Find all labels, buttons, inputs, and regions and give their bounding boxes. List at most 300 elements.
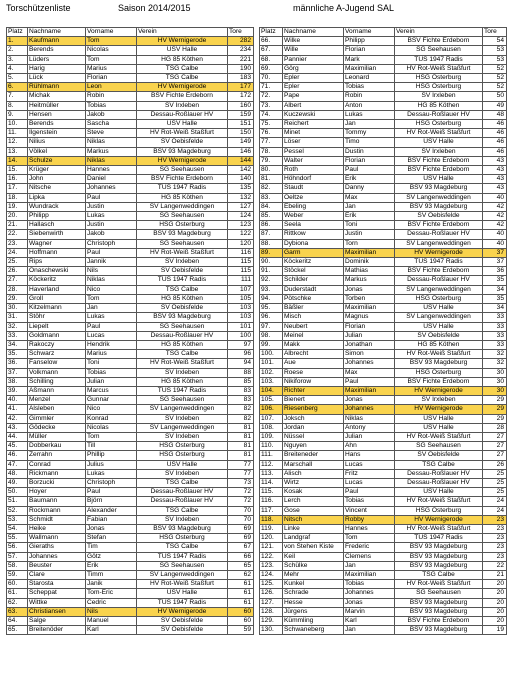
cell-club: BSV Fichte Erdeborn — [137, 175, 228, 184]
cell-firstname: Vincent — [344, 506, 395, 515]
cell-club: TSG Calbe — [137, 74, 228, 83]
cell-goals: 40 — [483, 239, 507, 248]
cell-rank: 75. — [260, 120, 283, 129]
cell-club: SV Oebisfelde — [137, 617, 228, 626]
table-row — [260, 304, 507, 313]
cell-rank: 35. — [7, 350, 28, 359]
cell-firstname: Tobias — [86, 101, 137, 110]
table-row — [7, 506, 254, 515]
cell-club: SV Oebisfelde — [395, 331, 483, 340]
cell-lastname: Rakoczy — [28, 340, 86, 349]
cell-firstname: Robin — [344, 92, 395, 101]
cell-lastname: Kuczewski — [283, 110, 344, 119]
cell-goals: 60 — [228, 617, 254, 626]
cell-club: HSG Osterburg — [395, 368, 483, 377]
cell-lastname: Schulze — [28, 156, 86, 165]
cell-goals: 101 — [228, 322, 254, 331]
cell-lastname: John — [28, 175, 86, 184]
cell-club: TUS 1947 Radis — [137, 386, 228, 395]
cell-rank: 118. — [260, 515, 283, 524]
cell-goals: 60 — [228, 607, 254, 616]
table-row — [7, 239, 254, 248]
cell-lastname: Pape — [283, 92, 344, 101]
cell-rank: 80. — [260, 166, 283, 175]
cell-lastname: Meinel — [283, 331, 344, 340]
cell-firstname: Anton — [344, 101, 395, 110]
cell-firstname: Philipp — [344, 37, 395, 46]
cell-goals: 103 — [228, 304, 254, 313]
cell-club: HV Wernigerode — [395, 515, 483, 524]
cell-goals: 124 — [228, 212, 254, 221]
cell-firstname: Justin — [86, 202, 137, 211]
cell-goals: 33 — [483, 322, 507, 331]
cell-rank: 70. — [260, 74, 283, 83]
cell-goals: 159 — [228, 110, 254, 119]
cell-club: SV Irxleben — [395, 147, 483, 156]
cell-goals: 105 — [228, 294, 254, 303]
cell-firstname: Timo — [344, 138, 395, 147]
cell-firstname: Jan — [344, 120, 395, 129]
cell-goals: 26 — [483, 460, 507, 469]
cell-rank: 94. — [260, 294, 283, 303]
table-row — [7, 74, 254, 83]
cell-goals: 77 — [228, 469, 254, 478]
cell-lastname: Harig — [28, 64, 86, 73]
cell-firstname: Karl — [344, 617, 395, 626]
cell-firstname: Tim — [86, 543, 137, 552]
cell-rank: 117. — [260, 506, 283, 515]
table-row — [260, 37, 507, 46]
cell-goals: 28 — [483, 423, 507, 432]
cell-club: Dessau-Roßlauer HV — [137, 110, 228, 119]
cell-lastname: von Stehen Kiste — [283, 543, 344, 552]
cell-lastname: Marschall — [283, 460, 344, 469]
cell-goals: 82 — [228, 405, 254, 414]
cell-firstname: Tobias — [344, 83, 395, 92]
cell-rank: 124. — [260, 570, 283, 579]
cell-lastname: Garm — [283, 248, 344, 257]
cell-club: SV Irxleben — [137, 432, 228, 441]
cell-club: BSV 93 Magdeburg — [395, 184, 483, 193]
cell-club: SV Irxleben — [137, 414, 228, 423]
cell-lastname: Hallasch — [28, 221, 86, 230]
cell-lastname: Nguyen — [283, 442, 344, 451]
table-row — [7, 101, 254, 110]
cell-firstname: Lukas — [86, 212, 137, 221]
cell-lastname: Pannier — [283, 55, 344, 64]
cell-rank: 57. — [7, 552, 28, 561]
table-row — [7, 129, 254, 138]
table-row — [260, 561, 507, 570]
cell-rank: 68. — [260, 55, 283, 64]
cell-firstname: Jakob — [86, 110, 137, 119]
cell-lastname: Borzucki — [28, 478, 86, 487]
cell-club: HV Wernigerode — [137, 37, 228, 46]
cell-firstname: Stefan — [86, 534, 137, 543]
cell-club: HV Wernigerode — [395, 248, 483, 257]
table-row — [260, 359, 507, 368]
cell-lastname: Menzel — [28, 396, 86, 405]
cell-lastname: Salge — [28, 617, 86, 626]
cell-firstname: Paul — [86, 488, 137, 497]
cell-firstname: Karl — [86, 626, 137, 635]
table-row — [260, 580, 507, 589]
cell-goals: 20 — [483, 617, 507, 626]
cell-firstname: Janik — [86, 580, 137, 589]
cell-lastname: Hoyer — [28, 488, 86, 497]
cell-lastname: Zerrahn — [28, 451, 86, 460]
cell-rank: 83. — [260, 193, 283, 202]
cell-goals: 140 — [228, 175, 254, 184]
table-row — [7, 368, 254, 377]
cell-firstname: Markus — [344, 276, 395, 285]
column-header-goals: Tore — [483, 28, 507, 37]
table-row — [7, 46, 254, 55]
table-row — [260, 258, 507, 267]
cell-rank: 105. — [260, 396, 283, 405]
table-row — [7, 515, 254, 524]
cell-firstname: Dustin — [344, 147, 395, 156]
cell-goals: 29 — [483, 396, 507, 405]
table-row — [7, 359, 254, 368]
cell-lastname: Stöhr — [28, 313, 86, 322]
cell-club: BSV Fichte Erdeborn — [137, 92, 228, 101]
column-header-club: Verein — [137, 28, 228, 37]
cell-firstname: Hans — [344, 451, 395, 460]
cell-club: BSV 93 Magdeburg — [395, 552, 483, 561]
cell-rank: 59. — [7, 570, 28, 579]
cell-lastname: Keil — [283, 552, 344, 561]
cell-lastname: Alisch — [283, 469, 344, 478]
cell-club: Dessau-Roßlauer HV — [137, 331, 228, 340]
cell-lastname: Wallmann — [28, 534, 86, 543]
cell-firstname: Sascha — [86, 120, 137, 129]
cell-lastname: Kosak — [283, 488, 344, 497]
cell-rank: 23. — [7, 239, 28, 248]
cell-lastname: Neubert — [283, 322, 344, 331]
cell-club: HSG Osterburg — [395, 83, 483, 92]
cell-rank: 38. — [7, 377, 28, 386]
cell-rank: 3. — [7, 55, 28, 64]
cell-goals: 52 — [483, 83, 507, 92]
cell-goals: 23 — [483, 515, 507, 524]
cell-goals: 103 — [228, 313, 254, 322]
table-row — [260, 442, 507, 451]
table-row — [7, 350, 254, 359]
cell-club: SV Oebisfelde — [395, 451, 483, 460]
cell-rank: 25. — [7, 258, 28, 267]
cell-rank: 2. — [7, 46, 28, 55]
cell-lastname: Michak — [28, 92, 86, 101]
cell-lastname: Müller — [28, 432, 86, 441]
cell-club: HSG Osterburg — [395, 120, 483, 129]
cell-firstname: Lucas — [86, 331, 137, 340]
cell-rank: 93. — [260, 285, 283, 294]
cell-club: SV Oebisfelde — [137, 267, 228, 276]
cell-rank: 65. — [7, 626, 28, 635]
cell-club: BSV 93 Magdeburg — [137, 524, 228, 533]
cell-club: SV Irxleben — [137, 258, 228, 267]
cell-lastname: Aue — [283, 359, 344, 368]
table-row — [7, 414, 254, 423]
cell-lastname: Höhndorf — [283, 175, 344, 184]
table-row — [260, 202, 507, 211]
cell-goals: 183 — [228, 74, 254, 83]
cell-lastname: Dybiona — [283, 239, 344, 248]
cell-rank: 90. — [260, 258, 283, 267]
cell-club: SV Irxleben — [137, 515, 228, 524]
cell-rank: 95. — [260, 304, 283, 313]
cell-lastname: Kümmling — [283, 617, 344, 626]
cell-goals: 35 — [483, 276, 507, 285]
cell-rank: 64. — [7, 617, 28, 626]
cell-club: HG 85 Köthen — [137, 294, 228, 303]
cell-rank: 128. — [260, 607, 283, 616]
cell-rank: 119. — [260, 524, 283, 533]
cell-goals: 53 — [483, 55, 507, 64]
cell-lastname: Ilgenstein — [28, 129, 86, 138]
cell-rank: 29. — [7, 294, 28, 303]
cell-firstname: Leon — [86, 83, 137, 92]
cell-rank: 58. — [7, 561, 28, 570]
cell-goals: 24 — [483, 497, 507, 506]
cell-rank: 16. — [7, 175, 28, 184]
table-row — [260, 267, 507, 276]
cell-lastname: Philipp — [28, 212, 86, 221]
cell-club: BSV 93 Magdeburg — [395, 561, 483, 570]
table-row — [260, 607, 507, 616]
cell-rank: 78. — [260, 147, 283, 156]
cell-goals: 49 — [483, 101, 507, 110]
cell-rank: 34. — [7, 340, 28, 349]
cell-rank: 32. — [7, 322, 28, 331]
cell-firstname: Jonas — [344, 285, 395, 294]
cell-lastname: Albrecht — [283, 350, 344, 359]
cell-firstname: Nico — [86, 285, 137, 294]
cell-lastname: Groll — [28, 294, 86, 303]
cell-goals: 120 — [228, 239, 254, 248]
cell-lastname: Seela — [283, 221, 344, 230]
cell-club: HV Wernigerode — [137, 156, 228, 165]
cell-goals: 88 — [228, 368, 254, 377]
cell-goals: 23 — [483, 534, 507, 543]
cell-club: SV Irxleben — [137, 368, 228, 377]
cell-club: HV Rot-Weiß Staßfurt — [395, 64, 483, 73]
table-row — [260, 294, 507, 303]
cell-goals: 83 — [228, 386, 254, 395]
cell-firstname: Marvin — [344, 607, 395, 616]
cell-rank: 114. — [260, 478, 283, 487]
cell-rank: 60. — [7, 580, 28, 589]
table-row — [260, 617, 507, 626]
cell-goals: 46 — [483, 147, 507, 156]
cell-club: BSV 93 Magdeburg — [395, 359, 483, 368]
cell-goals: 43 — [483, 156, 507, 165]
cell-rank: 76. — [260, 129, 283, 138]
table-row — [260, 147, 507, 156]
cell-goals: 34 — [483, 285, 507, 294]
cell-rank: 4. — [7, 64, 28, 73]
cell-lastname: Gimmler — [28, 414, 86, 423]
cell-firstname: Torben — [344, 294, 395, 303]
cell-firstname: Antony — [344, 423, 395, 432]
cell-rank: 56. — [7, 543, 28, 552]
cell-lastname: Roth — [283, 166, 344, 175]
cell-lastname: Kaufmann — [28, 37, 86, 46]
cell-rank: 10. — [7, 120, 28, 129]
table-row — [260, 432, 507, 441]
table-row — [260, 55, 507, 64]
cell-firstname: Hannes — [344, 524, 395, 533]
table-row — [7, 221, 254, 230]
cell-firstname: Fabian — [86, 515, 137, 524]
cell-rank: 50. — [7, 488, 28, 497]
cell-rank: 62. — [7, 598, 28, 607]
cell-club: SV Irxleben — [395, 92, 483, 101]
cell-rank: 45. — [7, 442, 28, 451]
cell-rank: 73. — [260, 101, 283, 110]
cell-rank: 46. — [7, 451, 28, 460]
cell-lastname: Wirtz — [283, 478, 344, 487]
cell-club: USV Halle — [137, 460, 228, 469]
cell-club: USV Halle — [395, 304, 483, 313]
cell-goals: 73 — [228, 478, 254, 487]
cell-firstname: Lukas — [344, 110, 395, 119]
cell-club: USV Halle — [395, 488, 483, 497]
cell-goals: 54 — [483, 37, 507, 46]
cell-rank: 55. — [7, 534, 28, 543]
cell-rank: 88. — [260, 239, 283, 248]
cell-rank: 21. — [7, 221, 28, 230]
table-row — [7, 120, 254, 129]
table-row — [7, 552, 254, 561]
cell-goals: 111 — [228, 276, 254, 285]
table-row — [260, 396, 507, 405]
cell-goals: 94 — [228, 359, 254, 368]
cell-rank: 122. — [260, 552, 283, 561]
cell-lastname: Nitsche — [28, 184, 86, 193]
table-row — [260, 230, 507, 239]
cell-firstname: Johannes — [344, 359, 395, 368]
table-row — [260, 478, 507, 487]
cell-lastname: Kitzelmann — [28, 304, 86, 313]
cell-goals: 52 — [483, 64, 507, 73]
cell-rank: 106. — [260, 405, 283, 414]
table-row — [260, 340, 507, 349]
table-row — [260, 129, 507, 138]
table-row — [7, 561, 254, 570]
cell-goals: 190 — [228, 64, 254, 73]
cell-rank: 7. — [7, 92, 28, 101]
table-row — [260, 193, 507, 202]
cell-goals: 151 — [228, 120, 254, 129]
table-row — [7, 607, 254, 616]
cell-rank: 49. — [7, 478, 28, 487]
cell-firstname: Steve — [86, 129, 137, 138]
column-header-goals: Tore — [228, 28, 254, 37]
cell-firstname: Tobias — [344, 497, 395, 506]
cell-firstname: Tom — [86, 294, 137, 303]
cell-lastname: Oeltze — [283, 193, 344, 202]
cell-lastname: Nüssel — [283, 432, 344, 441]
cell-club: TSG Calbe — [137, 285, 228, 294]
cell-firstname: Maximilian — [344, 64, 395, 73]
table-row — [260, 469, 507, 478]
cell-club: HV Rot-Weiß Staßfurt — [395, 497, 483, 506]
cell-lastname: Jordan — [283, 423, 344, 432]
table-row — [260, 350, 507, 359]
table-row — [260, 110, 507, 119]
cell-lastname: Wagner — [28, 239, 86, 248]
cell-goals: 34 — [483, 304, 507, 313]
table-row — [260, 552, 507, 561]
cell-rank: 53. — [7, 515, 28, 524]
cell-rank: 51. — [7, 497, 28, 506]
cell-lastname: Minet — [283, 129, 344, 138]
cell-firstname: Florian — [344, 322, 395, 331]
cell-firstname: Florian — [86, 74, 137, 83]
cell-club: TUS 1947 Radis — [395, 258, 483, 267]
cell-lastname: Duderstadt — [283, 285, 344, 294]
cell-rank: 18. — [7, 193, 28, 202]
cell-rank: 120. — [260, 534, 283, 543]
cell-goals: 72 — [228, 488, 254, 497]
cell-goals: 20 — [483, 607, 507, 616]
cell-firstname: Nicolas — [86, 46, 137, 55]
cell-lastname: Heitmüller — [28, 101, 86, 110]
cell-goals: 50 — [483, 92, 507, 101]
season-label: Saison 2014/2015 — [118, 3, 191, 13]
cell-lastname: Richter — [283, 386, 344, 395]
cell-club: Dessau-Roßlauer HV — [137, 497, 228, 506]
cell-lastname: Epler — [283, 74, 344, 83]
cell-goals: 37 — [483, 248, 507, 257]
cell-club: SV Oebisfelde — [137, 138, 228, 147]
cell-club: TSG Calbe — [395, 570, 483, 579]
cell-goals: 40 — [483, 230, 507, 239]
table-row — [7, 524, 254, 533]
cell-goals: 61 — [228, 580, 254, 589]
table-row — [7, 212, 254, 221]
cell-goals: 282 — [228, 37, 254, 46]
table-row — [7, 138, 254, 147]
cell-rank: 104. — [260, 386, 283, 395]
table-row — [260, 497, 507, 506]
cell-firstname: Tom — [86, 55, 137, 64]
table-row — [7, 110, 254, 119]
cell-firstname: Jonas — [86, 524, 137, 533]
cell-goals: 29 — [483, 405, 507, 414]
cell-lastname: Linke — [283, 524, 344, 533]
cell-club: BSV 93 Magdeburg — [395, 202, 483, 211]
cell-goals: 23 — [483, 543, 507, 552]
cell-goals: 23 — [483, 552, 507, 561]
table-row — [260, 64, 507, 73]
cell-rank: 30. — [7, 304, 28, 313]
table-row — [7, 626, 254, 635]
cell-firstname: Cedric — [86, 598, 137, 607]
cell-goals: 48 — [483, 110, 507, 119]
table-row — [260, 285, 507, 294]
table-header-row — [7, 28, 254, 37]
cell-club: HV Rot-Weiß Staßfurt — [137, 580, 228, 589]
cell-firstname: Maximilian — [344, 570, 395, 579]
table-row — [260, 386, 507, 395]
cell-lastname: Walter — [283, 156, 344, 165]
cell-goals: 150 — [228, 129, 254, 138]
cell-firstname: Jonas — [344, 598, 395, 607]
table-row — [7, 534, 254, 543]
